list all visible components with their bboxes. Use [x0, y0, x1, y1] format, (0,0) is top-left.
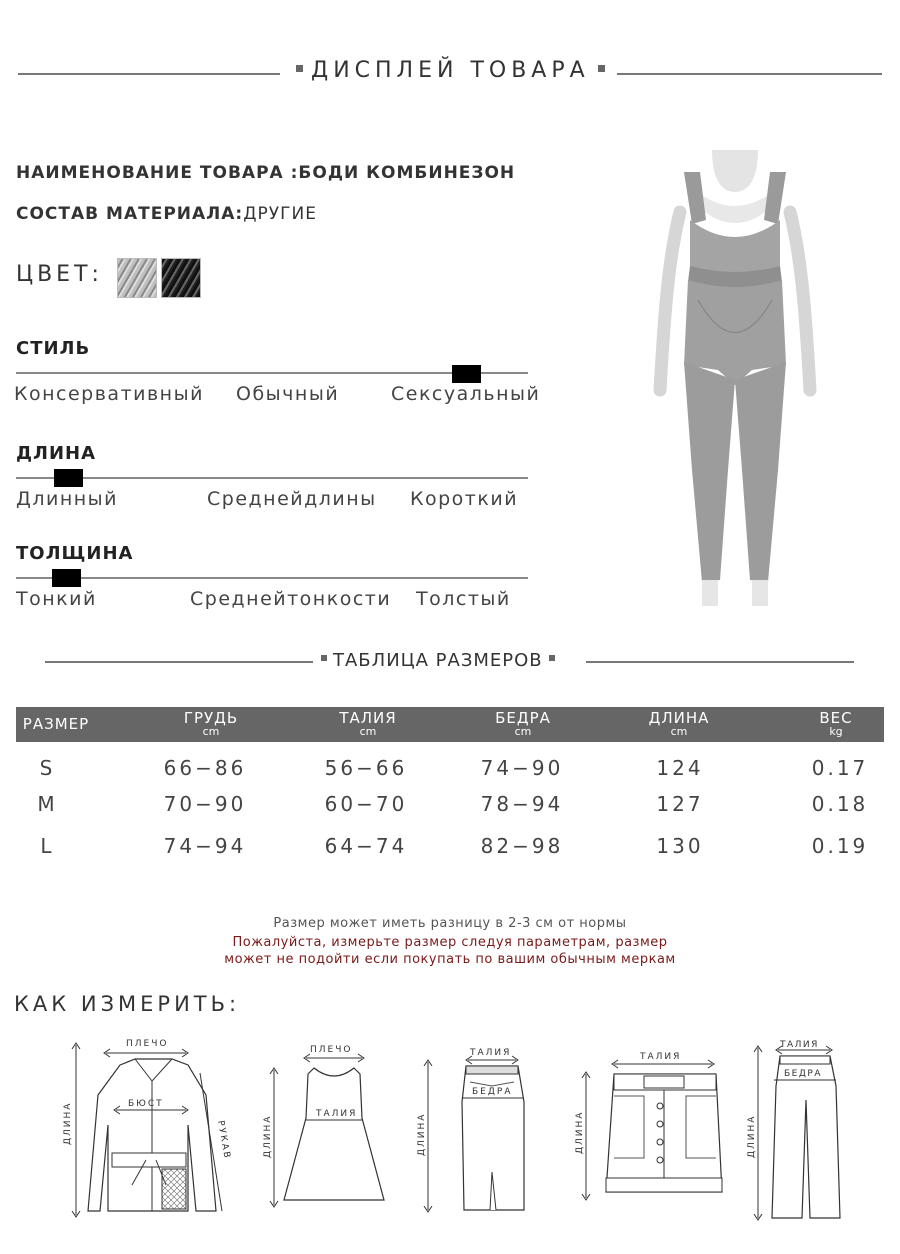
jacket-length-label: ДЛИНА — [63, 1101, 73, 1145]
col-waist-label: ТАЛИЯ — [339, 709, 397, 727]
cell-hips: 78−94 — [480, 792, 564, 816]
scale-style-label-2: Сексуальный — [391, 383, 541, 405]
header-dot-right — [598, 65, 605, 72]
jacket-bust-label: БЮСТ — [128, 1099, 164, 1109]
color-swatch-grey[interactable] — [117, 258, 157, 298]
scale-style-indicator — [452, 365, 481, 383]
jacket-diagram — [60, 1035, 240, 1220]
table-section-title-text: ТАБЛИЦА РАЗМЕРОВ — [333, 650, 543, 671]
color-label: ЦВЕТ: — [16, 262, 103, 287]
jacket-shoulder-label: ПЛЕЧО — [126, 1039, 169, 1049]
cell-weight: 0.19 — [811, 834, 869, 858]
pants-illustration — [744, 1040, 854, 1222]
col-chest-unit: cm — [202, 725, 220, 738]
scale-length-title: ДЛИНА — [16, 443, 97, 464]
shorts-length-label: ДЛИНА — [575, 1110, 585, 1154]
dress-diagram — [258, 1040, 408, 1210]
skirt-length-label: ДЛИНА — [417, 1112, 427, 1156]
scale-length-label-2: Короткий — [410, 488, 519, 510]
table-header-line-right — [586, 661, 854, 663]
table-header-line-left — [45, 661, 313, 663]
col-weight-label: ВЕС — [819, 709, 853, 727]
col-hips-label: БЕДРА — [495, 709, 551, 727]
cell-hips: 74−90 — [480, 756, 564, 780]
col-size — [16, 717, 96, 732]
scale-thickness-label-0: Тонкий — [16, 588, 97, 610]
shorts-illustration — [570, 1046, 745, 1206]
cell-weight: 0.18 — [811, 792, 869, 816]
page-title-text: ДИСПЛЕЙ ТОВАРА — [311, 58, 590, 83]
how-to-title: КАК ИЗМЕРИТЬ: — [14, 992, 241, 1016]
table-dot-right — [549, 655, 555, 661]
scale-style-label-1: Обычный — [236, 383, 340, 405]
scale-length-indicator — [54, 469, 83, 487]
jacket-sleeve-label: РУКАВ — [215, 1119, 232, 1161]
col-length — [629, 711, 729, 738]
page-title — [288, 58, 613, 83]
pants-hips-label: БЕДРА — [784, 1069, 822, 1079]
col-weight-unit: kg — [829, 725, 843, 738]
cell-hips: 82−98 — [480, 834, 564, 858]
cell-length: 124 — [656, 756, 704, 780]
product-image — [640, 150, 830, 610]
col-length-unit: cm — [670, 725, 688, 738]
col-size-label: РАЗМЕР — [22, 715, 90, 733]
measure-warning-1: Пожалуйста, измерьте размер следуя параметрам, размер — [232, 935, 668, 950]
jacket-illustration — [60, 1035, 240, 1220]
col-waist — [318, 711, 418, 738]
scale-length-label-1: Среднейдлины — [207, 488, 377, 510]
cell-size: M — [37, 792, 55, 816]
scale-length-label-0: Длинный — [16, 488, 119, 510]
dress-illustration — [258, 1040, 408, 1210]
measure-warning-2: может не подойти если покупать по вашим обычным меркам — [224, 952, 676, 967]
col-waist-unit: cm — [359, 725, 377, 738]
size-table-header — [16, 707, 884, 742]
scale-thickness-label-2: Толстый — [416, 588, 511, 610]
cell-waist: 56−66 — [324, 756, 408, 780]
header-line-right — [617, 73, 882, 75]
cell-chest: 70−90 — [163, 792, 247, 816]
product-material — [16, 204, 317, 224]
skirt-hips-label: БЕДРА — [472, 1087, 513, 1097]
mannequin-jumpsuit-illustration — [640, 150, 830, 610]
scale-thickness-indicator — [52, 569, 81, 587]
cell-chest: 66−86 — [163, 756, 247, 780]
size-note: Размер может иметь разницу в 2-3 см от нормы — [273, 916, 627, 931]
cell-size: S — [39, 756, 53, 780]
dress-shoulder-label: ПЛЕЧО — [310, 1045, 353, 1055]
table-dot-left — [321, 655, 327, 661]
cell-chest: 74−94 — [163, 834, 247, 858]
cell-length: 130 — [656, 834, 704, 858]
skirt-illustration — [412, 1042, 562, 1217]
col-chest — [161, 711, 261, 738]
scale-style-title: СТИЛЬ — [16, 338, 91, 359]
product-name-value: БОДИ КОМБИНЕЗОН — [298, 163, 516, 183]
dress-length-label: ДЛИНА — [263, 1114, 273, 1158]
scale-thickness-label-1: Среднейтонкости — [190, 588, 392, 610]
scale-thickness-line — [16, 577, 528, 579]
color-swatch-black[interactable] — [161, 258, 201, 298]
cell-waist: 64−74 — [324, 834, 408, 858]
cell-length: 127 — [656, 792, 704, 816]
scale-thickness-title: ТОЛЩИНА — [16, 543, 134, 564]
material-value: ДРУГИЕ — [243, 204, 317, 224]
dress-waist-label: ТАЛИЯ — [316, 1109, 358, 1119]
cell-size: L — [40, 834, 52, 858]
shorts-diagram — [570, 1046, 745, 1206]
pants-diagram — [744, 1040, 854, 1222]
pants-length-label: ДЛИНА — [747, 1114, 757, 1158]
shorts-waist-label: ТАЛИЯ — [640, 1052, 682, 1062]
col-hips — [473, 711, 573, 738]
skirt-waist-label: ТАЛИЯ — [470, 1048, 512, 1058]
scale-style-label-0: Консервативный — [14, 383, 204, 405]
header-line-left — [18, 73, 280, 75]
table-section-title — [315, 650, 561, 671]
material-label: СОСТАВ МАТЕРИАЛА: — [16, 204, 244, 224]
col-weight — [786, 711, 886, 738]
cell-weight: 0.17 — [811, 756, 869, 780]
col-hips-unit: cm — [514, 725, 532, 738]
header-dot-left — [296, 65, 303, 72]
skirt-diagram — [412, 1042, 562, 1217]
col-chest-label: ГРУДЬ — [183, 709, 239, 727]
pants-waist-label: ТАЛИЯ — [780, 1040, 819, 1050]
cell-waist: 60−70 — [324, 792, 408, 816]
scale-length-line — [16, 477, 528, 479]
col-length-label: ДЛИНА — [648, 709, 710, 727]
product-name — [16, 163, 515, 183]
product-name-label: НАИМЕНОВАНИЕ ТОВАРА : — [16, 163, 299, 183]
